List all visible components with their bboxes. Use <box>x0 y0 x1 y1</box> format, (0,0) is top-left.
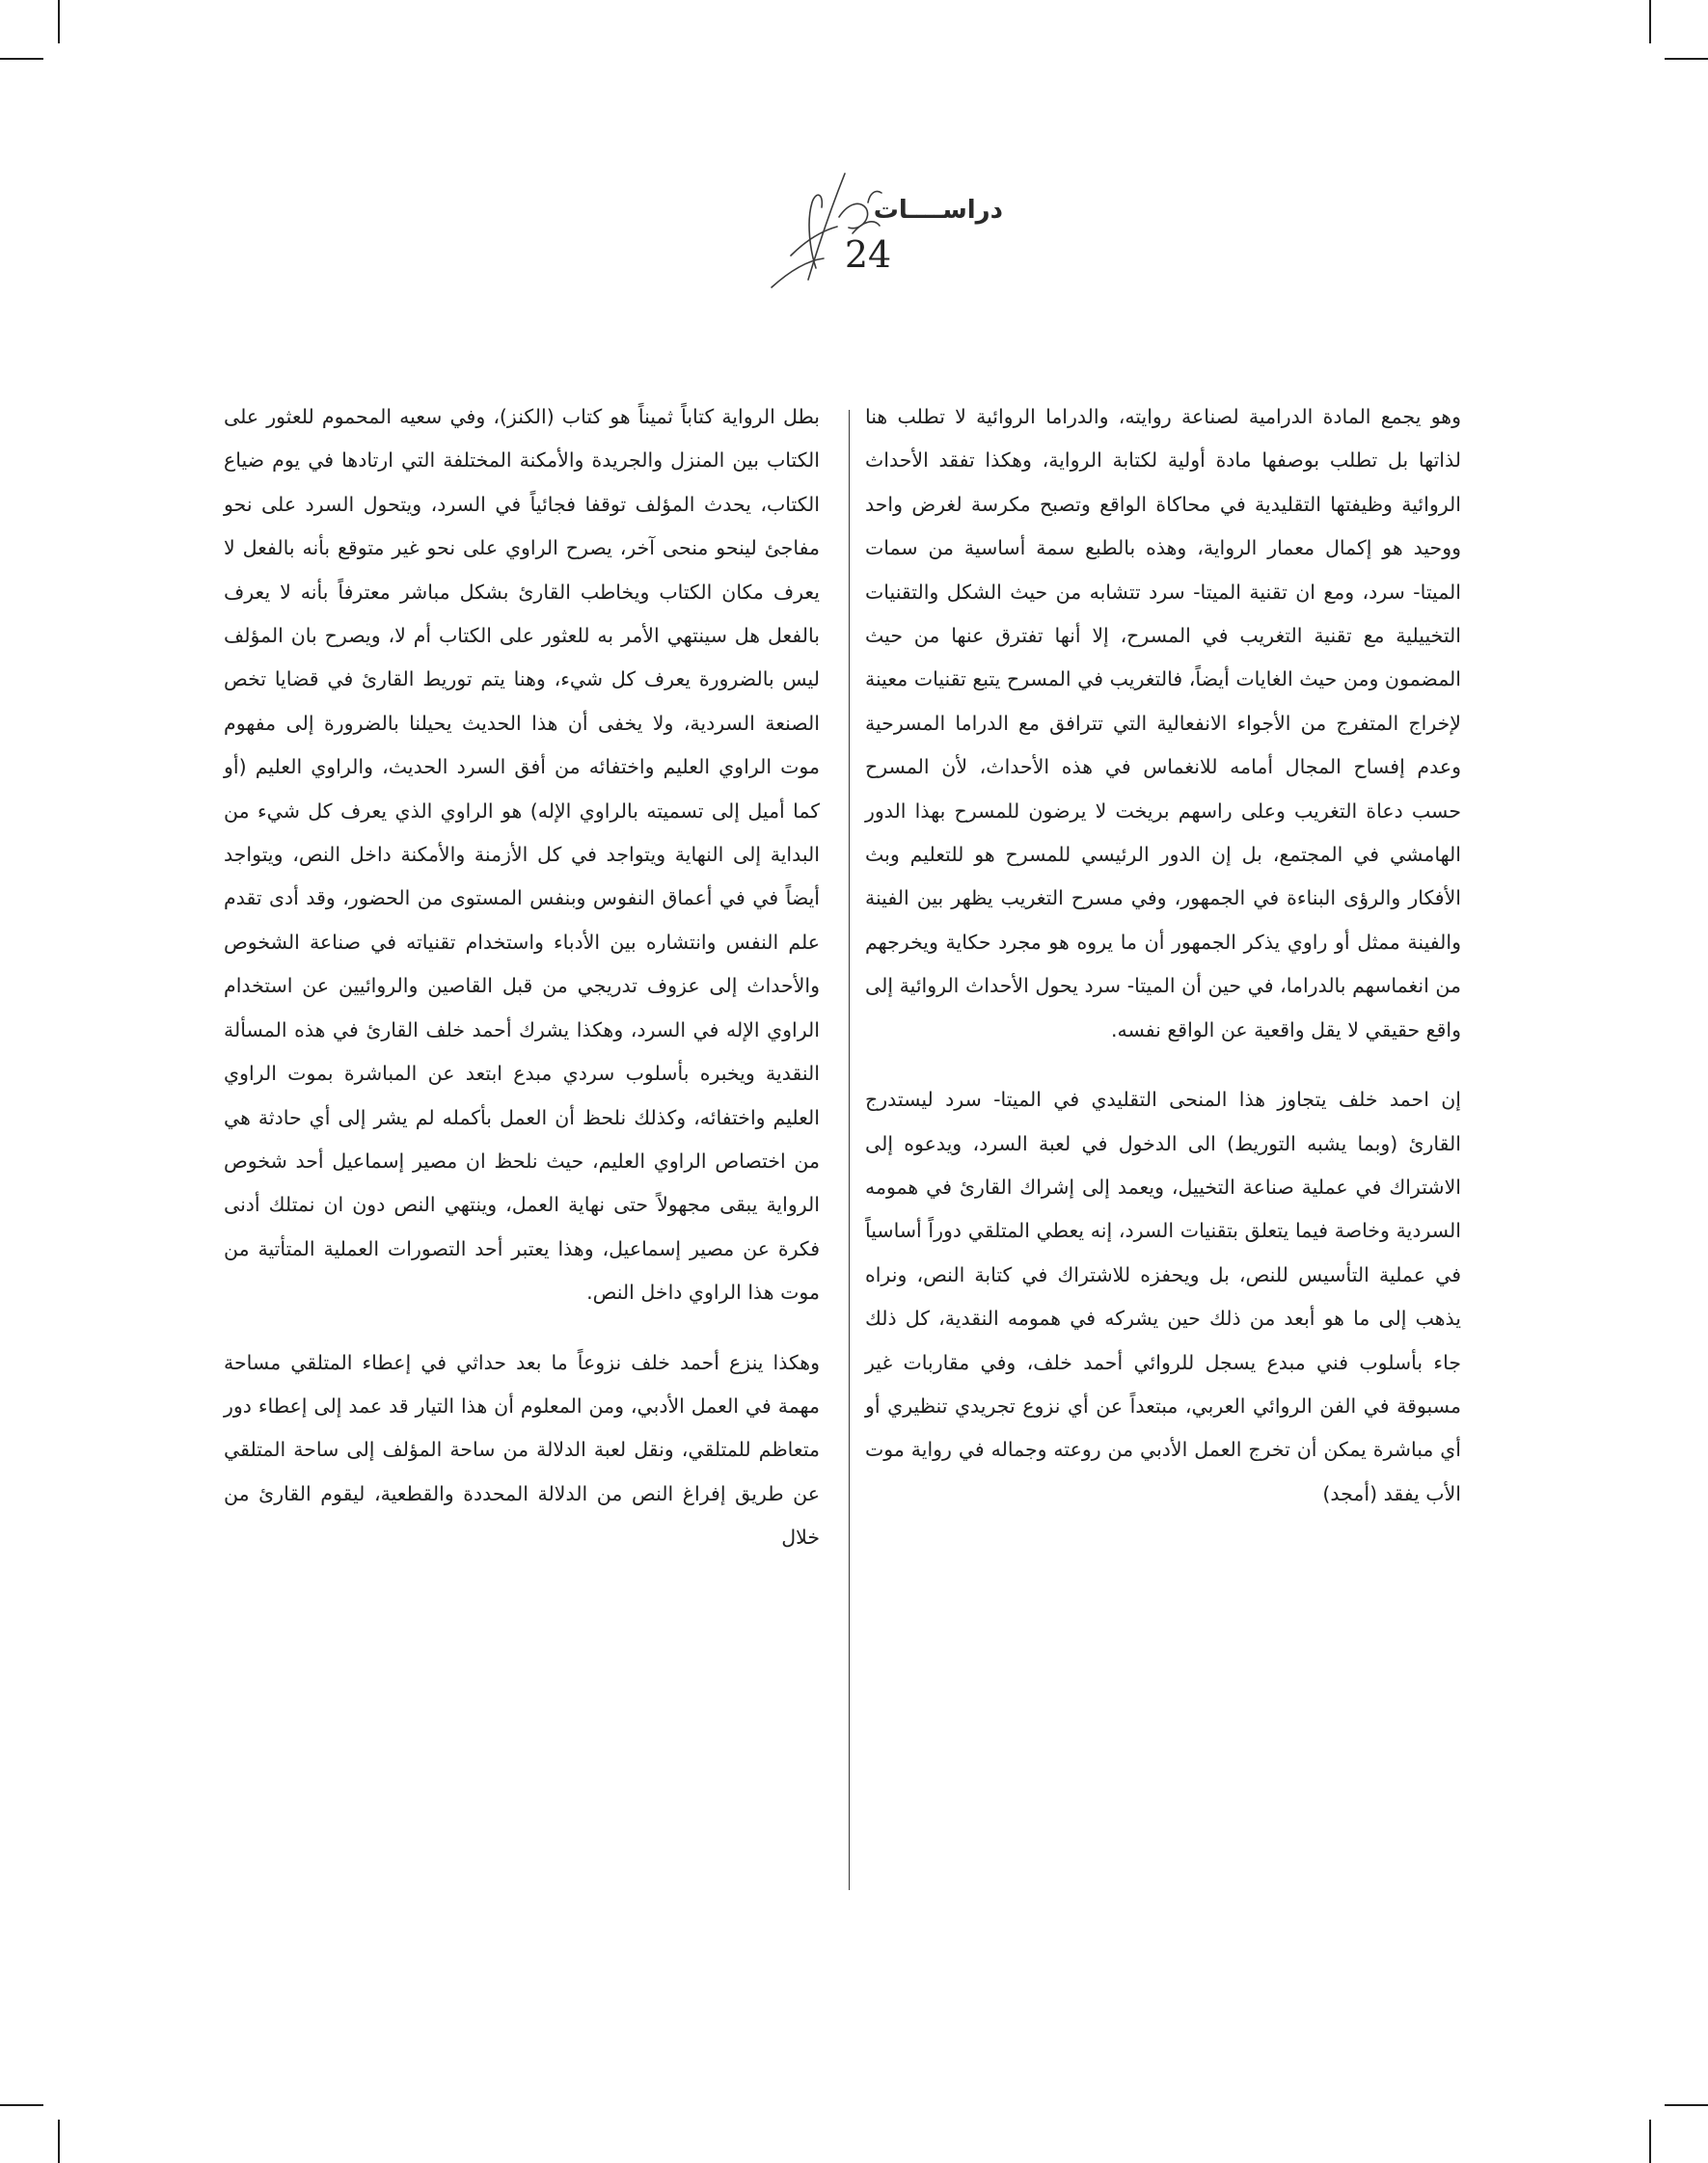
section-label: دراســــات <box>873 196 1003 225</box>
crop-mark <box>0 58 43 60</box>
page-number: 24 <box>844 233 892 276</box>
text-column-left <box>224 395 820 1560</box>
crop-mark <box>1649 0 1651 43</box>
column-divider <box>849 410 850 1890</box>
crop-mark <box>1665 2104 1708 2106</box>
crop-mark <box>1665 58 1708 60</box>
crop-mark <box>1649 2120 1651 2163</box>
paragraph: وهكذا ينزع أحمد خلف نزوعاً ما بعد حداثي في إعطاء المتلقي مساحة مهمة في العمل الأدبي، ومن المعلوم أن هذا التيار قد عمد إلى إعطاء دور متعاظم للمتلقي، ونقل لعبة الدلالة من ساحة المؤلف إلى ساحة المتلقي عن طريق إفراغ النص من الدلالة المحددة والقطعية، ليقوم القارئ من خلال <box>224 1350 820 1550</box>
paragraph: بطل الرواية كتاباً ثميناً هو كتاب (الكنز)، وفي سعيه المحموم للعثور على الكتاب بين المنزل والجريدة والأمكنة المختلفة التي ارتادها في يوم ضياع الكتاب، يحدث المؤلف توقفا فجائياً في السرد، ويتحول السرد على نحو مفاجئ لينحو منحى آخر، يصرح الراوي على نحو غير متوقع بأنه بالفعل لا يعرف مكان الكتاب ويخاطب القارئ بشكل مباشر معترفاً بأنه لا يعرف بالفعل هل سينتهي الأمر به للعثور على الكتاب أم لا، ويصرح بان المؤلف ليس بالضرورة يعرف كل شيء، وهنا يتم توريط القارئ في قضايا تخص الصنعة السردية، ولا يخفى أن هذا الحديث يحيلنا بالضرورة إلى مفهوم موت الراوي العليم واختفائه من أفق السرد الحديث، والراوي العليم (أو كما أميل إلى تسميته بالراوي الإله) هو الراوي الذي يعرف كل شيء من البداية إلى النهاية ويتواجد في كل الأزمنة والأمكنة داخل النص، ويتواجد أيضاً في في أعماق النفوس وبنفس المستوى من الحضور، وقد أدى تقدم علم النفس وانتشاره بين الأدباء واستخدام تقنياته في صناعة الشخوص والأحداث إلى عزوف تدريجي من قبل القاصين والروائيين عن استخدام الراوي الإله في السرد، وهكذا يشرك أحمد خلف القارئ في هذه المسألة النقدية ويخبره بأسلوب سردي مبدع ابتعد عن المباشرة بموت الراوي العليم واختفائه، وكذلك نلحظ أن العمل بأكمله لم يشر إلى أي حادثة هي من اختصاص الراوي العليم، حيث نلحظ ان مصير إسماعيل أحد شخوص الرواية يبقى مجهولاً حتى نهاية العمل، وينتهي النص دون ان نمتلك أدنى فكرة عن مصير إسماعيل، وهذا يعتبر أحد التصورات العملية المتأتية من موت هذا الراوي داخل النص. <box>224 405 820 1305</box>
crop-mark <box>0 2104 43 2106</box>
crop-mark <box>58 0 60 43</box>
page-header <box>714 164 1003 289</box>
crop-mark <box>58 2120 60 2163</box>
paragraph: وهو يجمع المادة الدرامية لصناعة روايته، والدراما الروائية لا تطلب هنا لذاتها بل تطلب بوصفها مادة أولية لكتابة الرواية، وهكذا تفقد الأحداث الروائية وظيفتها التقليدية في محاكاة الواقع وتصبح مكرسة لغرض واحد ووحيد هو إكمال معمار الرواية، وهذه بالطبع سمة أساسية من سمات الميتا- سرد، ومع ان تقنية الميتا- سرد تتشابه من حيث الشكل والتقنيات التخييلية مع تقنية التغريب في المسرح، إلا أنها تفترق عنها من حيث المضمون ومن حيث الغايات أيضاً، فالتغريب في المسرح يتبع تقنيات معينة لإخراج المتفرج من الأجواء الانفعالية التي تترافق مع الدراما المسرحية وعدم إفساح المجال أمامه للانغماس في هذه الأحداث، لأن المسرح حسب دعاة التغريب وعلى راسهم بريخت لا يرضون للمسرح بهذا الدور الهامشي في المجتمع، بل إن الدور الرئيسي للمسرح هو للتعليم وبث الأفكار والرؤى البناءة في الجمهور، وفي مسرح التغريب يظهر بين الفينة والفينة ممثل أو راوي يذكر الجمهور أن ما يروه هو مجرد حكاية ويخرجهم من انغماسهم بالدراما، في حين أن الميتا- سرد يحول الأحداث الروائية إلى واقع حقيقي لا يقل واقعية عن الواقع نفسه. <box>865 405 1461 1041</box>
paragraph: إن احمد خلف يتجاوز هذا المنحى التقليدي في الميتا- سرد ليستدرج القارئ (وبما يشبه التوريط) الى الدخول في لعبة السرد، ويدعوه إلى الاشتراك في عملية صناعة التخييل، ويعمد إلى إشراك القارئ في همومه السردية وخاصة فيما يتعلق بتقنيات السرد، إنه يعطي المتلقي دوراً أساسياً في عملية التأسيس للنص، بل ويحفزه للاشتراك في كتابة النص، ونراه يذهب إلى ما هو أبعد من ذلك حين يشركه في همومه النقدية، كل ذلك جاء بأسلوب فني مبدع يسجل للروائي أحمد خلف، وفي مقاربات غير مسبوقة في الفن الروائي العربي، مبتعداً عن أي نزوع تجريدي تنظيري أو أي مباشرة يمكن أن تخرج العمل الأدبي من روعته وجماله في رواية موت الأب يفقد (أمجد) <box>865 1088 1461 1505</box>
text-column-right <box>865 395 1461 1516</box>
